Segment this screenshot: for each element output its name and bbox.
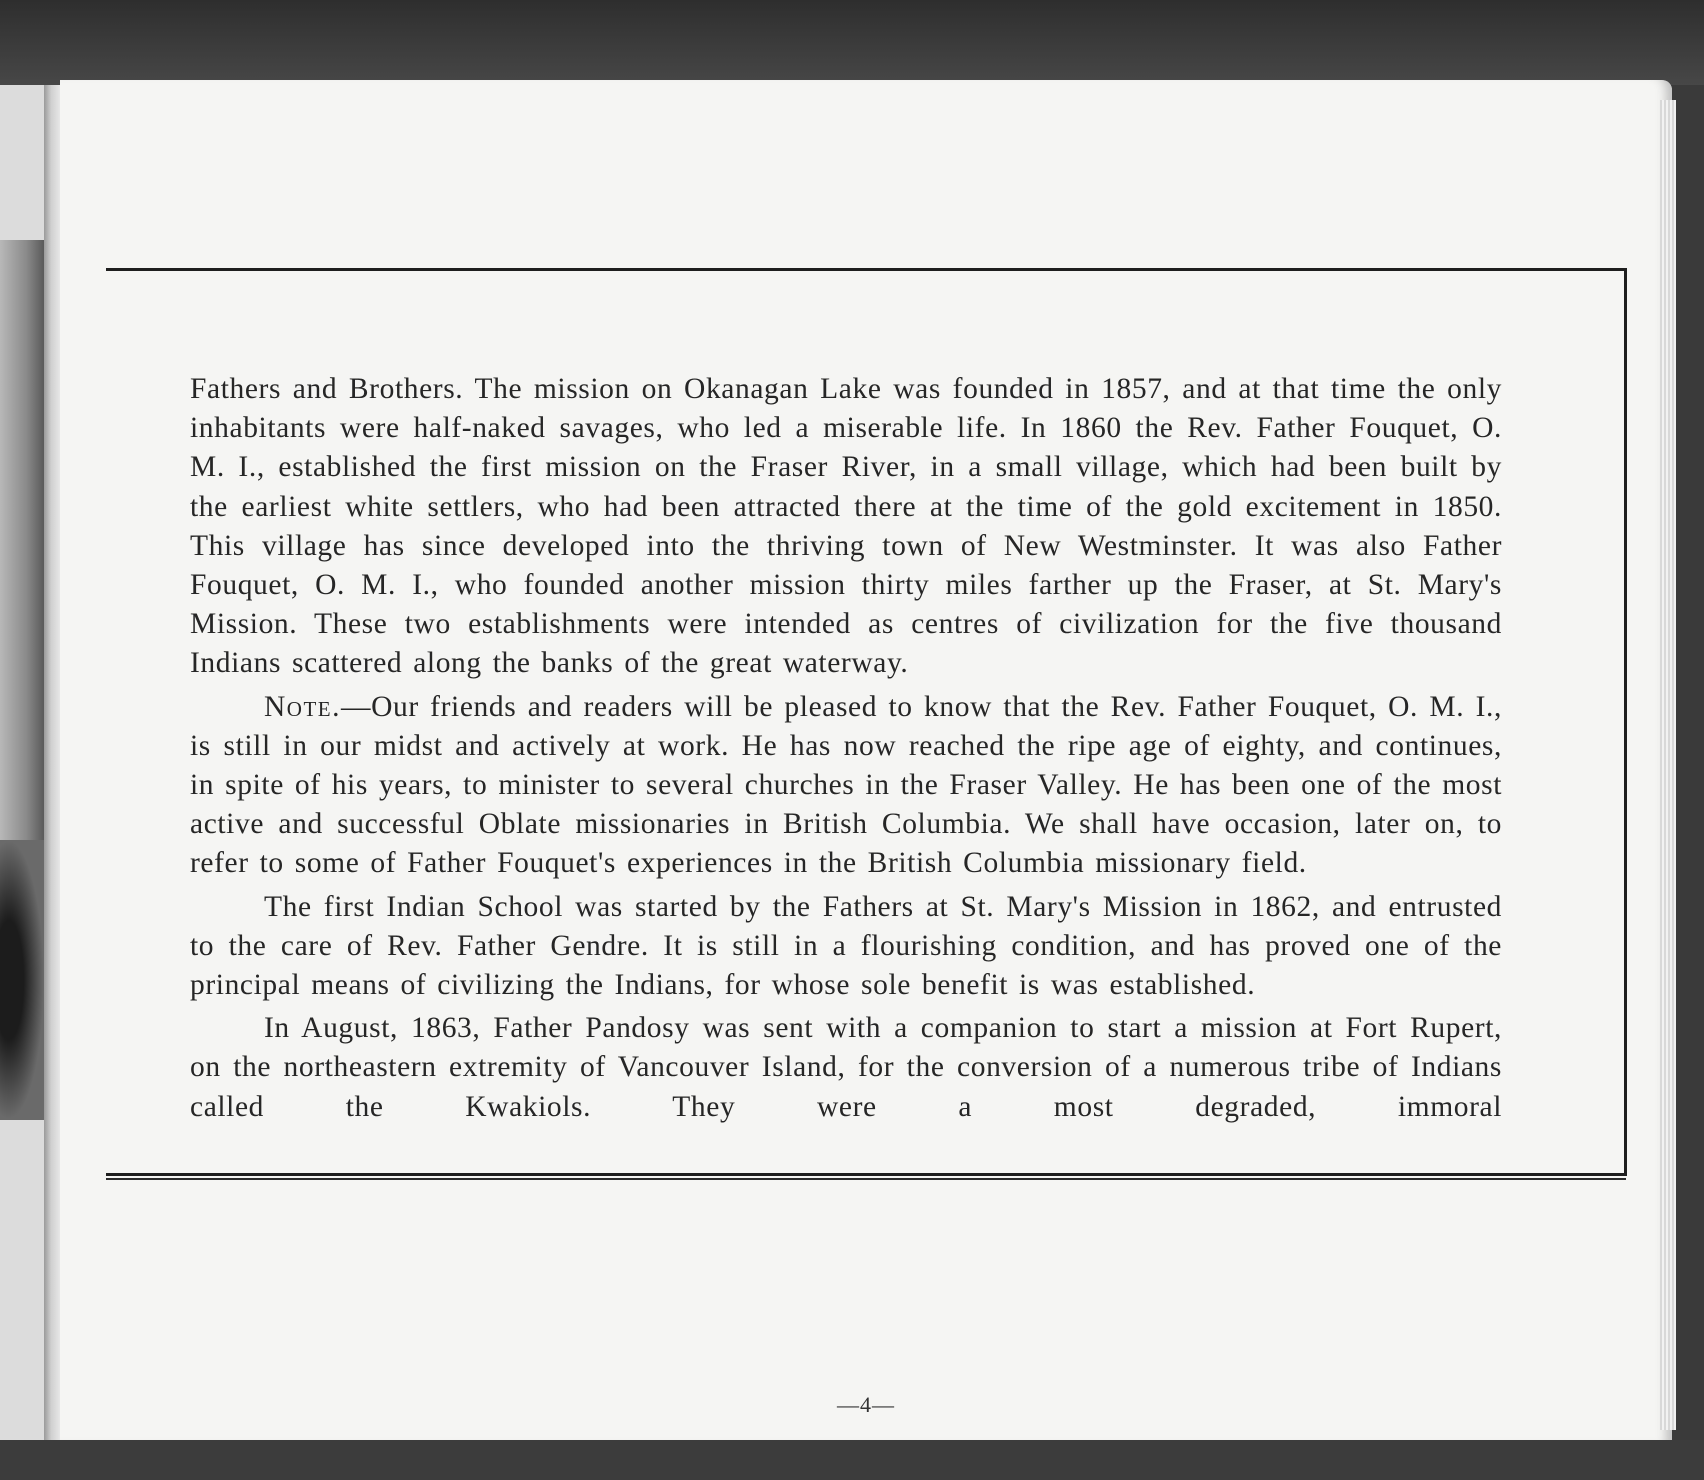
adjacent-page-photo [0,240,47,1120]
paragraph-note [190,688,1502,884]
scan-background-top [0,0,1704,85]
page-number: —4— [837,1392,895,1417]
page-stack-edge [1660,100,1676,1430]
paragraph-note-text: —Our friends and readers will be pleased to know that the Rev. Father Fouquet, O. M. I., is still in our midst and actively at work. He has now reached the ripe age of eighty, and continues, in spite of his years, to minister to several churches in the Fraser Valley. He has been one of the most active and successful Oblate missionaries in British Columbia. We shall have occasion, later on, to refer to some of Father Fouquet's experiences in the British Columbia missionary field. [190,690,1502,880]
paragraph-4-text: In August, 1863, Father Pandosy was sent with a companion to start a mission at Fort Rupert, on the northeastern extremity of Vancouver Island, for the conversion of a numerous tribe of Indians called the Kwakiols. They were a most degraded, immoral [190,1012,1502,1123]
paragraph-4 [190,1009,1502,1127]
note-label: Note. [264,690,341,723]
paragraph-3 [190,888,1502,1006]
scan-background-bottom [0,1440,1704,1480]
paragraph-1 [190,370,1502,684]
paragraph-3-text: The first Indian School was started by the Fathers at St. Mary's Mission in 1862, and entrusted to the care of Rev. Father Gendre. It is still in a flourishing condition, and has proved one of the principal means of civilizing the Indians, for whose sole benefit is was established. [190,890,1502,1002]
body-text [190,370,1502,1127]
paragraph-1-text: Fathers and Brothers. The mission on Okanagan Lake was founded in 1857, and at that time the only inhabitants were half-naked savages, who led a miserable life. In 1860 the Rev. Father Fouquet, O. M. I., established the first mission on the Fraser River, in a small village, which had been built by the earliest white settlers, who had been attracted there at the time of the gold excitement in 1850. This village has since developed into the thriving town of New Westminster. It was also Father Fouquet, O. M. I., who founded another mission thirty miles farther up the Fraser, at St. Mary's Mission. These two establishments were intended as centres of civilization for the five thousand Indians scattered along the banks of the great waterway. [190,373,1502,680]
frame-bottom-rule [106,1178,1626,1180]
book-page [60,80,1672,1440]
